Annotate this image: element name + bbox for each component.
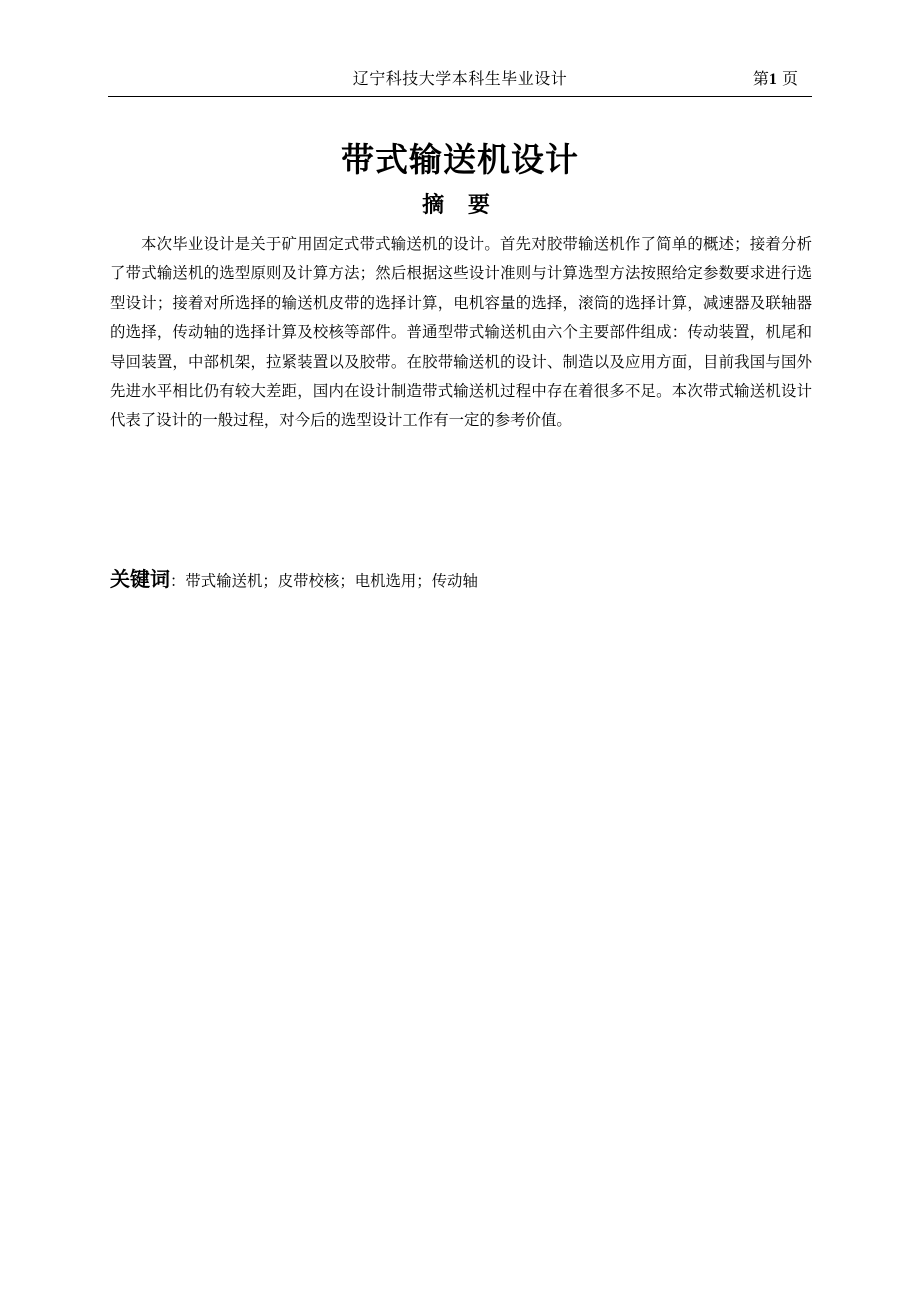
page-number: 1 bbox=[768, 71, 777, 88]
header-title: 辽宁科技大学本科生毕业设计 bbox=[352, 69, 568, 88]
keywords-separator: ： bbox=[170, 572, 186, 590]
page-suffix: 页 bbox=[781, 69, 798, 88]
document-title: 带式输送机设计 bbox=[341, 140, 579, 179]
abstract-body: 本次毕业设计是关于矿用固定式带式输送机的设计。首先对胶带输送机作了简单的概述；接着分析了带式输送机的选型原则及计算方法；然后根据这些设计准则与计算选型方法按照给定参数要求进行选型设计；接着对所选择的输送机皮带的选择计算，电机容量的选择，滚筒的选择计算，减速器及联轴器的选择，传动轴的选择计算及校核等部件。普通型带式输送机由六个主要部件组成：传动装置，机尾和导回装置，中部机架，拉紧装置以及胶带。在胶带输送机的设计、制造以及应用方面，目前我国与国外先进水平相比仍有较大差距，国内在设计制造带式输送机过程中存在着很多不足。本次带式输送机设计代表了设计的一般过程，对今后的选型设计工作有一定的参考价值。 bbox=[110, 235, 812, 430]
keywords-line bbox=[110, 564, 812, 596]
abstract-heading: 摘 要 bbox=[422, 193, 498, 218]
page-header bbox=[108, 62, 812, 97]
page-number-label bbox=[753, 66, 798, 89]
keywords-label: 关键词 bbox=[110, 567, 170, 591]
page-prefix: 第 bbox=[752, 69, 769, 88]
keywords-text: 带式输送机；皮带校核；电机选用；传动轴 bbox=[185, 572, 478, 590]
